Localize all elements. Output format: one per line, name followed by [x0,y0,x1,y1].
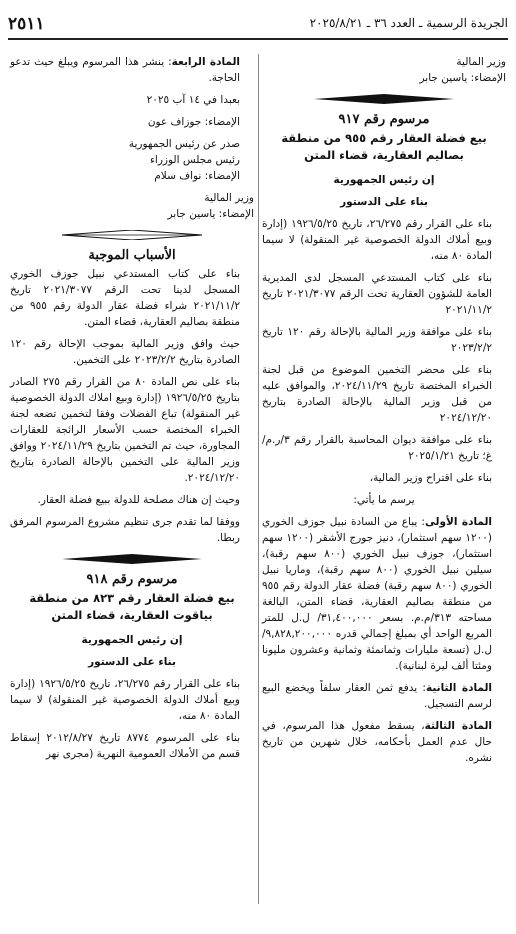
article-text: ، يسقط مفعول هذا المرسوم، في حال عدم العمل بأحكامه، خلال شهرين من تاريخ نشره. [262,720,492,764]
reasons-paragraph: حيث وافق وزير المالية بموجب الإحالة رقم ١٢٠ الصادرة بتاريخ ٢٠٢٣/٢/٢ على التخمين. [10,338,240,366]
minister-signature: الإمضاء: ياسين جابر [167,208,254,220]
reasons-title: الأسباب الموجبة [88,248,176,263]
decree-date: بعبدا في ١٤ آب ٢٠٢٥ [146,94,240,106]
reasons-paragraph: بناء على نص المادة ٨٠ من القرار رقم ٢٧٥ الصادر بتاريخ ١٩٢٦/٥/٢٥ (إدارة وبيع املاك الدولة الخصوصية غير المنقولة) تباع الفضلات وفقا لتخمين تضعه لجنة الخبراء المختصة حسب الأسعار الرائجة للعقارات المجاورة، حيث تم التخمين بتاريخ ٢٠٢٤/١١/٢٩ ووافق وزير المالية على التخمين بالإحالة الصادرة بتاريخ ٢٠٢٤/١٢/٢٠. [10,376,240,484]
basis-paragraph: بناء على موافقة ديوان المحاسبة بالقرار رقم ٣/ر.م/غ؛ تاريخ ٢٠٢٥/١/٢١ [262,434,492,462]
article-2 [262,680,506,712]
basis-paragraph: بناء على القرار رقم ٢٦/٢٧٥، تاريخ ١٩٢٦/٥/٢٥ (إدارة وبيع أملاك الدولة الخصوصية غير المنقولة) لا سيما المادة ٨٠ منه، [10,678,240,722]
right-column [262,54,506,772]
left-column [10,54,254,768]
decree-subtitle: بيع فضلة العقار رقم ٩٥٥ من منطقة بصاليم العقارية، قضاء المتن [281,131,487,162]
minister-title: وزير المالية [456,56,506,68]
reasons-paragraph: ووفقا لما تقدم جرى تنظيم مشروع المرسوم المرفق ربطا. [10,516,240,544]
basis-paragraph: بناء على كتاب المستدعي المسجل لدى المديرية العامة للشؤون العقارية تحت الرقم ٢٠٢١/٣٠٧٧ تاريخ ٢٠٢١/١١/٢ [262,272,492,316]
decree-title: مرسوم رقم ٩١٨ [86,572,178,587]
president-signature: الإمضاء: جوزاف عون [147,116,240,128]
minister-signature: الإمضاء: ياسين جابر [419,72,506,84]
article-label: المادة الأولى [424,516,492,528]
constitution-line: بناء على الدستور [340,196,428,208]
pm-title: رئيس مجلس الوزراء [149,154,240,166]
article-label: المادة الثانية [425,682,492,694]
minister-title: وزير المالية [204,192,254,204]
article-label: المادة الرابعة [171,56,240,68]
page-header [8,12,508,40]
article-3 [262,718,506,766]
column-divider [258,54,259,904]
article-text: : يباع من السادة نبيل جوزف الخوري (١٢٠٠ سهم استثمار)، دنيز جورج الأشقر (١٢٠٠ سهم استثمار)، جوزف نبيل الخوري (٨٠٠ سهم رقبة)، سيلين نبيل الخوري (٨٠٠ سهم رقبة)، وماريا نبيل الخوري (٨٠٠ سهم رقبة) فضلة عقار الدولة رقم ٩٥٥ من منطقة بصاليم العقارية، قضاء المتن، البالغة مساحته ٣١٣/م.م. بسعر ٣١,٤٠٠,٠٠٠/ ل.ل للمتر المربع الواحد أي بمبلغ إجمالي قدره ٩,٨٢٨,٢٠٠,٠٠٠/ل.ل (تسعة مليارات وثمانمئة وثمانية وعشرون مليونا ومئتا ألف ليرة لبنانية). [262,516,493,672]
president-line: إن رئيس الجمهورية [333,174,435,186]
reasons-paragraph: وحيث إن هناك مصلحة للدولة ببيع فضلة العقار. [37,494,240,506]
decrees-line: يرسم ما يأتي: [353,494,415,506]
issued-by: صدر عن رئيس الجمهورية [128,138,240,150]
ornament-divider [10,228,254,242]
article-4 [10,54,254,86]
constitution-line: بناء على الدستور [88,656,176,668]
gazette-title: الجريدة الرسمية ـ العدد ٣٦ ـ ٢٠٢٥/٨/٢١ [309,16,508,30]
basis-paragraph: بناء على موافقة وزير المالية بالإحالة رقم ١٢٠ تاريخ ٢٠٢٣/٢/٢ [262,326,492,354]
decree-title: مرسوم رقم ٩١٧ [338,112,430,127]
basis-paragraph: بناء على اقتراح وزير المالية، [369,472,492,484]
basis-paragraph: بناء على المرسوم ٨٧٧٤ تاريخ ٢٠١٢/٨/٢٧ إسقاط قسم من الأملاك العمومية النهرية (مجرى نهر [10,732,240,760]
article-text: : يدفع ثمن العقار سلفاً ويخضع البيع لرسم التسجيل. [262,682,492,710]
article-text: : ينشر هذا المرسوم ويبلغ حيث تدعو الحاجة. [10,56,240,84]
ornament-divider [262,92,506,106]
president-line: إن رئيس الجمهورية [81,634,183,646]
decree-subtitle: بيع فضلة العقار رقم ٨٢٣ من منطقة بياقوت العقارية، قضاء المتن [29,591,235,622]
pm-signature: الإمضاء: نواف سلام [154,170,240,182]
page-number: ٢٥١١ [8,14,45,34]
basis-paragraph: بناء على القرار رقم ٢٦/٢٧٥، تاريخ ١٩٢٦/٥/٢٥ (إدارة وبيع أملاك الدولة الخصوصية غير المنقولة) لا سيما المادة ٨٠ منه، [262,218,492,262]
article-label: المادة الثالثة [424,720,492,732]
basis-paragraph: بناء على محضر التخمين الموضوع من قبل لجنة الخبراء المختصة تاريخ ٢٠٢٤/١١/٢٩، والموافق عليه من قبل وزير المالية بالإحالة الصادرة بتاريخ ٢٠٢٤/١٢/٢٠ [262,364,493,424]
article-1 [262,514,506,674]
reasons-paragraph: بناء على كتاب المستدعي نبيل جوزف الخوري المسجل لدينا تحت الرقم ٢٠٢١/٣٠٧٧ تاريخ ٢٠٢١/١١/٢ شراء فضلة عقار الدولة رقم ٩٥٥ من منطقة بصاليم العقارية، قضاء المتن. [10,268,240,328]
ornament-divider [10,552,254,566]
